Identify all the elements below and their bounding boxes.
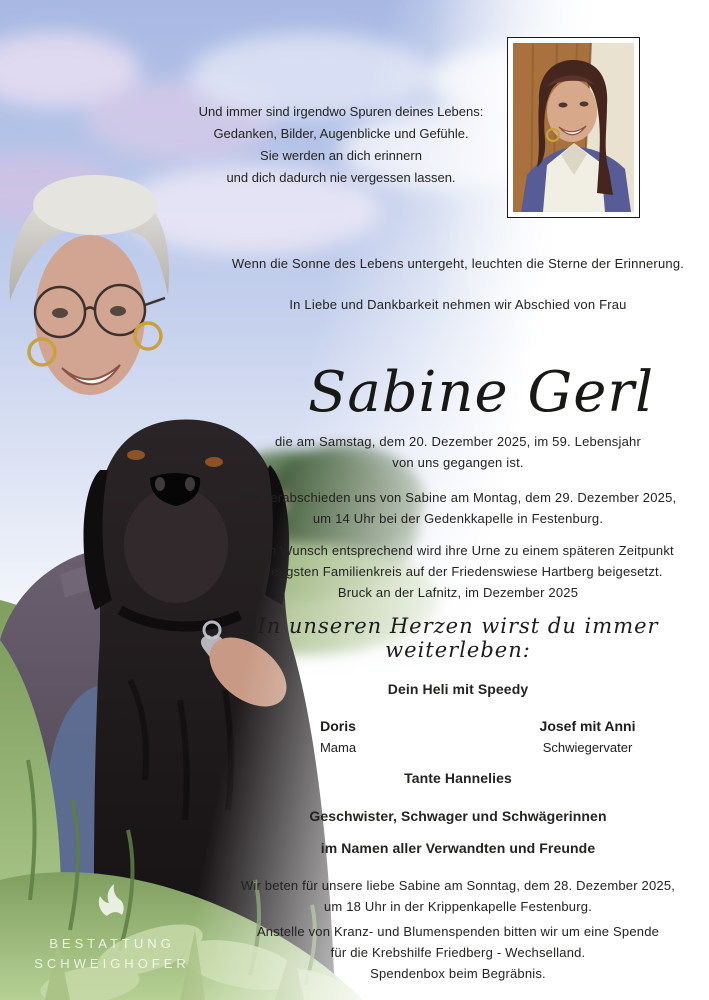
mourner-primary: Dein Heli mit Speedy xyxy=(387,681,529,697)
dog-eye-left xyxy=(127,450,145,460)
farewell-line: um 14 Uhr bei der Gedenkkapelle in Festenburg. xyxy=(312,511,604,526)
mourner-relation: Schwiegervater xyxy=(542,740,633,755)
poem-line: und dich dadurch nie vergessen lassen. xyxy=(226,170,456,185)
donation-line: für die Krebshilfe Friedberg - Wechselland. xyxy=(330,945,586,960)
poem-line: Und immer sind irgendwo Spuren deines Lebens: xyxy=(198,104,484,119)
prayer-line: um 18 Uhr in der Krippenkapelle Festenburg. xyxy=(323,899,593,914)
intro-line: In Liebe und Dankbarkeit nehmen wir Abschied von Frau xyxy=(289,297,627,312)
urn-line: im engsten Familienkreis auf der Friedenswiese Hartberg beigesetzt. xyxy=(253,564,663,579)
mourner-siblings: Geschwister, Schwager und Schwägerinnen xyxy=(309,808,607,824)
poem-line: Sie werden an dich erinnern xyxy=(260,148,422,163)
epigraph: Wenn die Sonne des Lebens untergeht, leuchten die Sterne der Erinnerung. xyxy=(231,256,685,271)
watermark-line2: SCHWEIGHOFER xyxy=(34,956,190,971)
mourner-right xyxy=(505,716,670,758)
mourner-relatives: im Namen aller Verwandten und Freunde xyxy=(320,840,596,856)
prayer-line: Wir beten für unsere liebe Sabine am Sonntag, dem 28. Dezember 2025, xyxy=(240,878,676,893)
mourner-left xyxy=(268,716,408,758)
poem-line: Gedanken, Bilder, Augenblicke und Gefühle. xyxy=(213,126,469,141)
watermark-line1: BESTATTUNG xyxy=(49,936,175,951)
mourner-aunt: Tante Hannelies xyxy=(404,770,512,786)
donation-line: Spendenbox beim Begräbnis. xyxy=(370,966,546,981)
mourner-name: Josef mit Anni xyxy=(539,718,636,734)
donation-line: Anstelle von Kranz- und Blumenspenden bitten wir um eine Spende xyxy=(256,924,660,939)
opening-poem xyxy=(148,101,534,189)
passing-line: die am Samstag, dem 20. Dezember 2025, im 59. Lebensjahr xyxy=(274,434,641,449)
motto-line: In unseren Herzen wirst du immer weiterleben: xyxy=(257,614,659,662)
mourner-name: Doris xyxy=(320,718,356,734)
farewell-line: Wir verabschieden uns von Sabine am Montag, dem 29. Dezember 2025, xyxy=(239,490,677,505)
passing-line: von uns gegangen ist. xyxy=(392,455,524,470)
mourner-relation: Mama xyxy=(319,740,357,755)
woman-face xyxy=(35,235,145,395)
place-date: Bruck an der Lafnitz, im Dezember 2025 xyxy=(337,585,579,600)
deceased-name: Sabine Gerl xyxy=(307,359,655,425)
urn-line: Ihrem Wunsch entsprechend wird ihre Urne zu einem späteren Zeitpunkt xyxy=(242,543,674,558)
